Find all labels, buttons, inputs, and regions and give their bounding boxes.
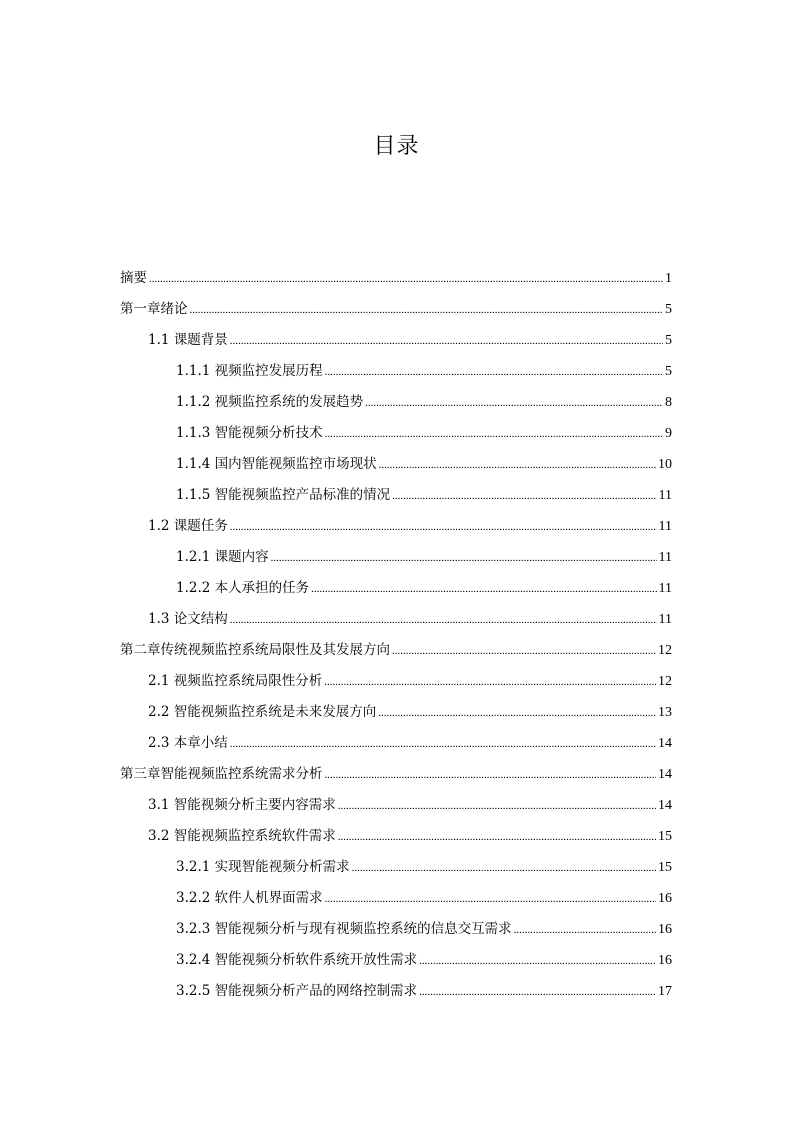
toc-entry-label: 2.1 视频监控系统局限性分析 [148, 673, 323, 689]
toc-entry[interactable] [120, 325, 672, 356]
toc-leader-dots [392, 636, 656, 667]
toc-entry[interactable] [120, 976, 672, 1007]
toc-entry-label: 3.2.2 软件人机界面需求 [176, 890, 323, 906]
toc-entry[interactable] [120, 542, 672, 573]
toc-entry-page-number: 12 [658, 674, 672, 689]
page-title: 目录 [373, 134, 420, 159]
toc-entry[interactable] [120, 635, 672, 666]
toc-entry-page-number: 11 [658, 612, 672, 627]
toc-leader-dots [230, 326, 663, 357]
toc-leader-dots [230, 729, 656, 760]
toc-entry[interactable] [120, 449, 672, 480]
toc-entry-page-number: 9 [665, 426, 672, 441]
toc-entry-label: 3.2.5 智能视频分析产品的网络控制需求 [176, 983, 418, 999]
toc-entry-label: 1.2 课题任务 [148, 518, 228, 534]
toc-entry-page-number: 16 [658, 891, 672, 906]
toc-entry[interactable] [120, 666, 672, 697]
toc-entry-page-number: 11 [658, 488, 672, 503]
toc-leader-dots [419, 977, 656, 1008]
toc-entry-label: 第二章传统视频监控系统局限性及其发展方向 [120, 642, 390, 658]
toc-entry-label: 摘要 [120, 270, 147, 286]
toc-entry-label: 1.1.1 视频监控发展历程 [176, 363, 323, 379]
toc-entry-label: 3.1 智能视频分析主要内容需求 [148, 797, 336, 813]
toc-leader-dots [378, 698, 656, 729]
toc-entry-page-number: 5 [665, 364, 672, 379]
toc-entry-page-number: 11 [658, 519, 672, 534]
toc-entry[interactable] [120, 821, 672, 852]
toc-leader-dots [338, 791, 656, 822]
toc-entry-label: 1.1.3 智能视频分析技术 [176, 425, 323, 441]
toc-entry-page-number: 13 [658, 705, 672, 720]
toc-leader-dots [392, 481, 656, 512]
toc-leader-dots [514, 915, 656, 946]
toc-entry[interactable] [120, 728, 672, 759]
toc-leader-dots [271, 543, 657, 574]
toc-entry[interactable] [120, 480, 672, 511]
toc-leader-dots [325, 760, 657, 791]
toc-entry-label: 第一章绪论 [120, 301, 188, 317]
toc-entry-label: 3.2.1 实现智能视频分析需求 [176, 859, 350, 875]
toc-entry-page-number: 15 [658, 860, 672, 875]
toc-leader-dots [325, 884, 656, 915]
toc-entry-page-number: 5 [665, 333, 672, 348]
toc-entry-label: 1.1.2 视频监控系统的发展趋势 [176, 394, 364, 410]
toc-entry[interactable] [120, 387, 672, 418]
toc-entry-page-number: 16 [658, 922, 672, 937]
toc-leader-dots [149, 264, 663, 295]
toc-entry-label: 3.2 智能视频监控系统软件需求 [148, 828, 336, 844]
toc-leader-dots [338, 822, 656, 853]
toc-entry-label: 3.2.4 智能视频分析软件系统开放性需求 [176, 952, 418, 968]
toc-leader-dots [325, 419, 663, 450]
toc-entry-page-number: 14 [658, 767, 672, 782]
toc-leader-dots [352, 853, 656, 884]
toc-leader-dots [311, 574, 656, 605]
toc-entry[interactable] [120, 759, 672, 790]
toc-entry[interactable] [120, 697, 672, 728]
toc-entry[interactable] [120, 573, 672, 604]
toc-entry-label: 2.3 本章小结 [148, 735, 228, 751]
toc-entry-page-number: 14 [658, 798, 672, 813]
toc-entry[interactable] [120, 790, 672, 821]
toc-entry-page-number: 17 [658, 984, 672, 999]
toc-leader-dots [379, 450, 656, 481]
toc-leader-dots [230, 605, 657, 636]
toc-entry-page-number: 14 [658, 736, 672, 751]
toc-entry-page-number: 10 [658, 457, 672, 472]
toc-entry-page-number: 15 [658, 829, 672, 844]
toc-leader-dots [324, 667, 656, 698]
toc-entry-label: 1.1.5 智能视频监控产品标准的情况 [176, 487, 391, 503]
toc-entry[interactable] [120, 883, 672, 914]
toc-entry-label: 1.2.1 课题内容 [176, 549, 269, 565]
toc-entry-page-number: 5 [665, 302, 672, 317]
toc-leader-dots [230, 512, 657, 543]
toc-entry-label: 第三章智能视频监控系统需求分析 [120, 766, 323, 782]
toc-entry-label: 3.2.3 智能视频分析与现有视频监控系统的信息交互需求 [176, 921, 512, 937]
toc-entry-label: 1.1.4 国内智能视频监控市场现状 [176, 456, 377, 472]
toc-entry-page-number: 1 [665, 271, 672, 286]
toc-entry-page-number: 11 [658, 550, 672, 565]
toc-leader-dots [325, 357, 663, 388]
toc-entry-label: 2.2 智能视频监控系统是未来发展方向 [148, 704, 377, 720]
toc-entry[interactable] [120, 418, 672, 449]
toc-entry[interactable] [120, 356, 672, 387]
toc-entry-label: 1.3 论文结构 [148, 611, 228, 627]
toc-entry[interactable] [120, 914, 672, 945]
toc-list [120, 263, 672, 1007]
toc-entry-page-number: 11 [658, 581, 672, 596]
toc-entry[interactable] [120, 294, 672, 325]
toc-entry[interactable] [120, 511, 672, 542]
toc-entry[interactable] [120, 852, 672, 883]
toc-entry[interactable] [120, 604, 672, 635]
toc-entry-page-number: 16 [658, 953, 672, 968]
toc-entry-label: 1.1 课题背景 [148, 332, 228, 348]
toc-entry[interactable] [120, 263, 672, 294]
toc-leader-dots [365, 388, 663, 419]
toc-leader-dots [419, 946, 656, 977]
toc-leader-dots [190, 295, 664, 326]
toc-entry-label: 1.2.2 本人承担的任务 [176, 580, 310, 596]
toc-entry[interactable] [120, 945, 672, 976]
toc-entry-page-number: 12 [658, 643, 672, 658]
toc-entry-page-number: 8 [665, 395, 672, 410]
